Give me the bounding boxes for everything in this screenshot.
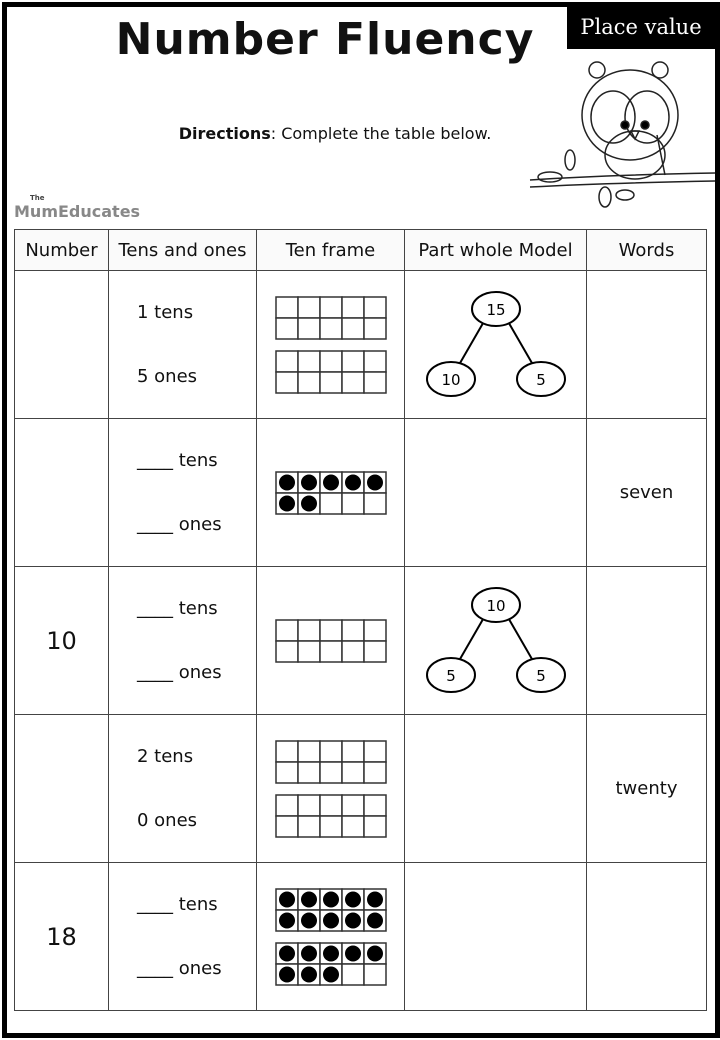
ten-frame bbox=[275, 740, 387, 784]
svg-text:5: 5 bbox=[535, 370, 546, 389]
ten-frame-cell bbox=[320, 620, 342, 641]
number-cell bbox=[15, 419, 109, 567]
table-row bbox=[15, 419, 707, 567]
svg-text:5: 5 bbox=[445, 666, 456, 685]
table-header-row bbox=[15, 230, 707, 271]
counter-dot bbox=[279, 891, 295, 907]
tens-ones-cell bbox=[109, 863, 257, 1011]
tens-text: 2 tens bbox=[137, 745, 194, 767]
header-tens-ones: Tens and ones bbox=[109, 230, 257, 271]
part-circle bbox=[427, 658, 475, 692]
tens-ones-cell bbox=[109, 567, 257, 715]
number-cell bbox=[15, 271, 109, 419]
words-cell bbox=[587, 863, 707, 1011]
ten-frame-cell bbox=[364, 641, 386, 662]
ten-frame-cell bbox=[298, 372, 320, 393]
counter-dot bbox=[301, 945, 317, 961]
ten-frame-cell bbox=[342, 762, 364, 783]
counter-dot bbox=[345, 891, 361, 907]
counter-dot bbox=[367, 945, 383, 961]
ones-text: 0 ones bbox=[137, 809, 198, 831]
number-cell: 18 bbox=[15, 863, 109, 1011]
ten-frame-cell bbox=[342, 372, 364, 393]
ten-frame-cell bbox=[298, 641, 320, 662]
ten-frame-cell bbox=[276, 795, 298, 816]
counter-dot bbox=[367, 912, 383, 928]
ten-frame-cell bbox=[364, 816, 386, 837]
counter-dot bbox=[323, 912, 339, 928]
tens-text: ____ tens bbox=[137, 449, 218, 471]
tens-text: ____ tens bbox=[137, 597, 218, 619]
ten-frame-cell bbox=[276, 620, 298, 641]
svg-text:15: 15 bbox=[485, 300, 506, 319]
counter-dot bbox=[279, 966, 295, 982]
tens-text: 1 tens bbox=[137, 301, 194, 323]
ones-text: ____ ones bbox=[137, 513, 222, 535]
ten-frame-cell bbox=[276, 318, 298, 339]
ten-frame-cell bbox=[342, 297, 364, 318]
whole-circle bbox=[472, 588, 520, 622]
ten-frame bbox=[275, 619, 387, 663]
ten-frame-cell bbox=[342, 620, 364, 641]
counter-dot bbox=[367, 474, 383, 490]
svg-text:10: 10 bbox=[440, 370, 461, 389]
ten-frame-cell bbox=[364, 795, 386, 816]
ten-frame-cell bbox=[298, 620, 320, 641]
ones-text: ____ ones bbox=[137, 957, 222, 979]
ten-frame-cell bbox=[320, 318, 342, 339]
ten-frame-cell bbox=[320, 741, 342, 762]
ten-frame-cell bbox=[364, 964, 386, 985]
ten-frame bbox=[275, 942, 387, 986]
words-cell: seven bbox=[587, 419, 707, 567]
part-whole-cell bbox=[405, 419, 587, 567]
table-row bbox=[15, 715, 707, 863]
logo-small: The bbox=[30, 194, 45, 202]
ten-frame-cell bbox=[298, 351, 320, 372]
ones-text: ____ ones bbox=[137, 661, 222, 683]
counter-dot bbox=[279, 945, 295, 961]
counter-dot bbox=[279, 474, 295, 490]
part-whole-model bbox=[426, 290, 566, 400]
ten-frame-cell bbox=[320, 795, 342, 816]
part-circle bbox=[427, 362, 475, 396]
ten-frame-cell bbox=[364, 372, 386, 393]
part-whole-cell bbox=[405, 271, 587, 419]
part-circle bbox=[517, 658, 565, 692]
logo-main: MumEducates bbox=[14, 202, 141, 221]
counter-dot bbox=[345, 474, 361, 490]
tens-ones-cell bbox=[109, 271, 257, 419]
ten-frame-cell bbox=[276, 816, 298, 837]
ten-frame bbox=[275, 296, 387, 340]
ten-frame bbox=[275, 794, 387, 838]
counter-dot bbox=[301, 966, 317, 982]
ten-frame-cell bbox=[257, 419, 405, 567]
part-whole-cell bbox=[405, 863, 587, 1011]
ten-frame-cell bbox=[276, 741, 298, 762]
counter-dot bbox=[279, 912, 295, 928]
ten-frame-cell bbox=[364, 318, 386, 339]
owl-illustration bbox=[525, 55, 715, 210]
ten-frame-cell bbox=[342, 741, 364, 762]
brand-logo bbox=[14, 194, 141, 221]
ten-frame-cell bbox=[257, 863, 405, 1011]
ten-frame-cell bbox=[342, 493, 364, 514]
ten-frame-cell bbox=[298, 741, 320, 762]
ten-frame-cell bbox=[342, 641, 364, 662]
ten-frame-cell bbox=[320, 372, 342, 393]
page-title: Number Fluency bbox=[115, 14, 535, 65]
ten-frame bbox=[275, 471, 387, 515]
header-number: Number bbox=[15, 230, 109, 271]
ones-text: 5 ones bbox=[137, 365, 198, 387]
tens-ones-cell bbox=[109, 419, 257, 567]
ten-frame-cell bbox=[364, 297, 386, 318]
ten-frame-cell bbox=[257, 715, 405, 863]
ten-frame-cell bbox=[342, 964, 364, 985]
ten-frame-cell bbox=[342, 795, 364, 816]
ten-frame-cell bbox=[257, 271, 405, 419]
counter-dot bbox=[323, 966, 339, 982]
ten-frame-cell bbox=[320, 351, 342, 372]
ten-frame-cell bbox=[364, 620, 386, 641]
ten-frame-cell bbox=[298, 795, 320, 816]
directions-label: Directions bbox=[178, 124, 271, 143]
table-row bbox=[15, 271, 707, 419]
ten-frame-cell bbox=[364, 493, 386, 514]
header-ten-frame: Ten frame bbox=[257, 230, 405, 271]
ten-frame-cell bbox=[320, 816, 342, 837]
part-whole-cell bbox=[405, 567, 587, 715]
counter-dot bbox=[301, 912, 317, 928]
counter-dot bbox=[323, 891, 339, 907]
tens-ones-cell bbox=[109, 715, 257, 863]
ten-frame-cell bbox=[342, 816, 364, 837]
ten-frame-cell bbox=[320, 762, 342, 783]
part-circle bbox=[517, 362, 565, 396]
counter-dot bbox=[279, 495, 295, 511]
number-cell: 10 bbox=[15, 567, 109, 715]
ten-frame-cell bbox=[342, 351, 364, 372]
ten-frame-cell bbox=[276, 762, 298, 783]
ten-frame-cell bbox=[364, 741, 386, 762]
counter-dot bbox=[301, 495, 317, 511]
topic-badge: Place value bbox=[567, 5, 715, 49]
part-whole-model bbox=[426, 586, 566, 696]
directions-text: : Complete the table below. bbox=[270, 124, 492, 143]
ten-frame bbox=[275, 888, 387, 932]
words-cell bbox=[587, 271, 707, 419]
part-whole-cell bbox=[405, 715, 587, 863]
counter-dot bbox=[345, 945, 361, 961]
ten-frame-cell bbox=[276, 372, 298, 393]
ten-frame-cell bbox=[298, 297, 320, 318]
ten-frame-cell bbox=[320, 641, 342, 662]
ten-frame-cell bbox=[276, 351, 298, 372]
tens-text: ____ tens bbox=[137, 893, 218, 915]
counter-dot bbox=[301, 891, 317, 907]
ten-frame-cell bbox=[298, 816, 320, 837]
header-part-whole: Part whole Model bbox=[405, 230, 587, 271]
header-words: Words bbox=[587, 230, 707, 271]
counter-dot bbox=[345, 912, 361, 928]
ten-frame-cell bbox=[276, 297, 298, 318]
ten-frame-cell bbox=[257, 567, 405, 715]
counter-dot bbox=[367, 891, 383, 907]
table-row bbox=[15, 567, 707, 715]
ten-frame bbox=[275, 350, 387, 394]
ten-frame-cell bbox=[298, 318, 320, 339]
svg-text:10: 10 bbox=[485, 596, 506, 615]
table-row bbox=[15, 863, 707, 1011]
whole-circle bbox=[472, 292, 520, 326]
ten-frame-cell bbox=[276, 641, 298, 662]
svg-text:5: 5 bbox=[535, 666, 546, 685]
counter-dot bbox=[323, 945, 339, 961]
place-value-table bbox=[14, 229, 707, 1011]
ten-frame-cell bbox=[298, 762, 320, 783]
ten-frame-cell bbox=[342, 318, 364, 339]
ten-frame-cell bbox=[364, 351, 386, 372]
ten-frame-cell bbox=[320, 297, 342, 318]
ten-frame-cell bbox=[320, 493, 342, 514]
number-cell bbox=[15, 715, 109, 863]
counter-dot bbox=[323, 474, 339, 490]
counter-dot bbox=[301, 474, 317, 490]
ten-frame-cell bbox=[364, 762, 386, 783]
words-cell: twenty bbox=[587, 715, 707, 863]
words-cell bbox=[587, 567, 707, 715]
